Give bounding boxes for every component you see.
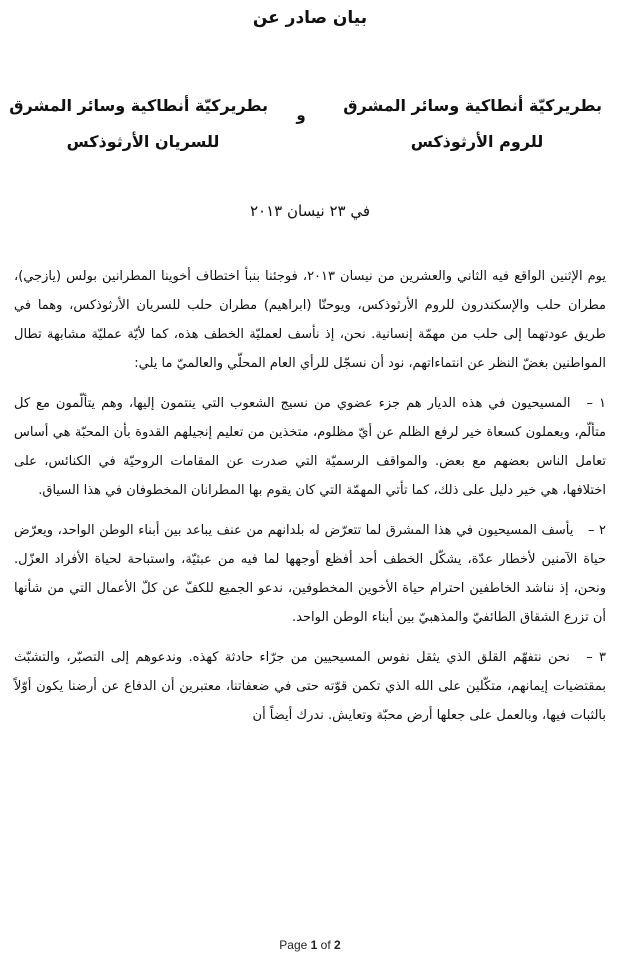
point-text: يأسف المسيحيون في هذا المشرق لما تتعرّض له بلدانهم من عنف يباعد بين أبناء الوطن الواحد، ويعرّض حياة الآمنين لأخطار عدّة، يشكّل الخطف أحد أفظع أوجهها لما فيه من عبثيّة، واستباحة لحياة الأفراد العزّل. ونحن، إذ نناشد الخاطفين احترام حياة الأخوين المخطوفين، ندعو الجميع للكفّ عن كلّ الأعمال التي من شأنها أن تزرع الشقاق الطائفيّ والمذهبيّ بين أبناء الوطن الواحد.: [14, 523, 606, 625]
issuer-greek-orthodox: [343, 88, 602, 160]
footer-total-pages: 2: [334, 938, 341, 952]
point-text: المسيحيون في هذه الديار هم جزء عضوي من نسيج الشعوب التي ينتمون إليها، وهم يتألّمون مع كل متألّم، ويعملون كسعاة خير لرفع الظلم عن أيّ مظلوم، متخذين من تعليم إنجيلهم القدوة بأن المحبّة هي أساس تعامل الناس بعضهم مع بعض. والمواقف الرسميّة التي صدرت عن المقامات الروحيّة في الكنائس، على اختلافها، هي خير دليل على ذلك، كما تأتي المهمّة التي كان يقوم بها المطرانان المخطوفان في هذا السياق.: [14, 396, 606, 498]
issuer-syriac-orthodox-line1: بطريركيّة أنطاكية وسائر المشرق: [9, 96, 268, 115]
document-title: بيان صادر عن: [252, 8, 368, 28]
point-number: ١ –: [586, 396, 606, 411]
issuer-syriac-orthodox-line2: للسريان الأرثوذكس: [66, 132, 220, 151]
issuer-greek-orthodox-line1: بطريركيّة أنطاكية وسائر المشرق: [343, 96, 602, 115]
point-paragraph-1: [14, 389, 606, 505]
issuer-greek-orthodox-line2: للروم الأرثوذكس: [410, 132, 544, 151]
point-number: ٢ –: [587, 523, 606, 538]
footer-of-label: of: [320, 938, 331, 952]
document-date: في ٢٣ نيسان ٢٠١٣: [249, 202, 371, 220]
page-footer: [0, 938, 620, 952]
point-number: ٣ –: [586, 650, 606, 665]
point-paragraph-3: [14, 643, 606, 730]
issuer-conjunction: و: [296, 106, 306, 124]
intro-paragraph: يوم الإثنين الواقع فيه الثاني والعشرين من نيسان ٢٠١٣، فوجئنا بنبأ اختطاف أخوينا المطرانين بولس (يازجي)، مطران حلب والإسكندرون للروم الأرثوذكس، ويوحنّا (ابراهيم) مطران حلب للسريان الأرثوذكس، وهما في طريق عودتهما إلى حلب من مهمّة إنسانية. نحن، إذ نأسف لعمليّة الخطف هذه، كما لأيّة عمليّة مشابهة تطال المواطنين بغضّ النظر عن انتماءاتهم، نود أن نسجّل للرأي العام المحلّي والعالميّ ما يلي:: [14, 269, 606, 371]
footer-current-page: 1: [310, 938, 318, 952]
point-paragraph-2: [14, 516, 606, 632]
footer-page-label: Page: [279, 938, 308, 952]
issuer-syriac-orthodox: [9, 88, 268, 160]
point-text: نحن نتفهّم القلق الذي يثقل نفوس المسيحيين من جرّاء حادثة كهذه. وندعوهم إلى التصبّر، والتشبّث بمقتضيات إيمانهم، متكّلين على الله الذي تكمن قوّته حتى في ضعفاتنا، معتبرين أن الدفاع عن أرضنا يكون أوّلاً بالثبات فيها، وبالعمل على جعلها أرض محبّة وتعايش. ندرك أيضاً أن: [14, 650, 606, 723]
document-body: [14, 262, 606, 741]
